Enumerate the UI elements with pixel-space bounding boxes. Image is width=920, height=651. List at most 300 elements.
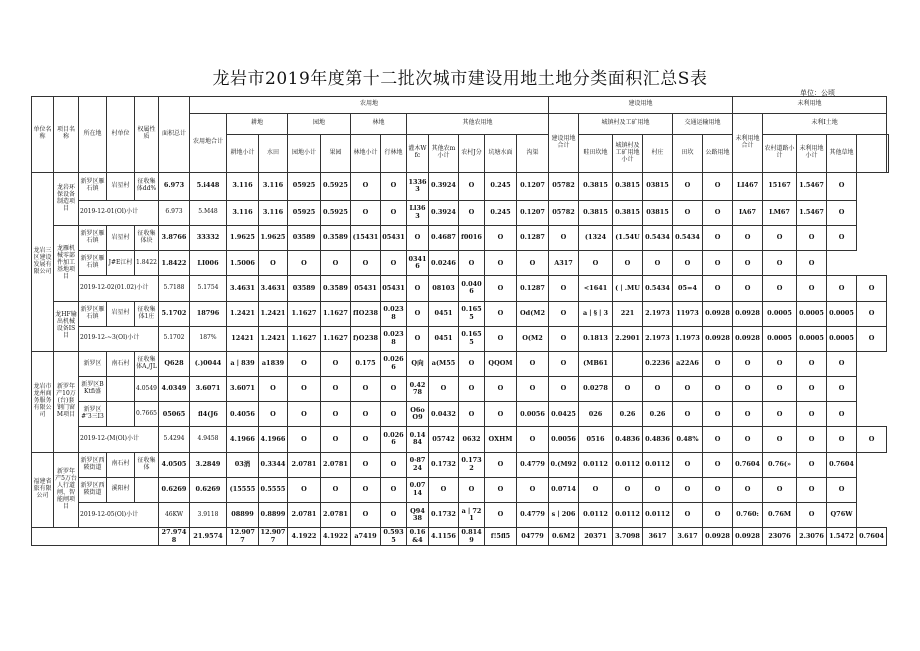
- table-cell: J#E江村: [107, 251, 135, 276]
- table-cell: O: [351, 200, 381, 225]
- table-cell: 3617: [643, 528, 673, 546]
- table-cell: 0.5925: [321, 172, 351, 200]
- table-cell: O: [673, 452, 703, 477]
- table-cell: 03589: [288, 276, 321, 301]
- table-row: [32, 477, 889, 502]
- table-cell: (.)0044: [190, 351, 227, 376]
- table-cell: 0.0056: [549, 427, 579, 452]
- table-cell: 21.9574: [190, 528, 227, 546]
- hdr-forest-sub: 林地小计: [351, 134, 381, 172]
- table-cell: 1.2421: [259, 301, 288, 326]
- table-cell: 05782: [549, 200, 579, 225]
- hdr-facility: 沟渠: [517, 134, 549, 172]
- table-cell: 0632: [459, 427, 485, 452]
- table-cell: O: [485, 402, 517, 427]
- table-cell: O: [485, 226, 517, 251]
- table-cell: O: [407, 226, 429, 251]
- table-cell: 5.1702: [159, 301, 190, 326]
- table-cell: 0.5925: [321, 200, 351, 225]
- hdr-project-name: 项目名称: [54, 97, 79, 173]
- table-cell: O: [351, 251, 381, 276]
- hdr-orchard: 果园: [321, 134, 351, 172]
- table-cell: 0.1484: [407, 427, 429, 452]
- table-cell: O: [703, 377, 733, 402]
- unit-name-cell: 福建省旅有限公司: [32, 452, 54, 528]
- table-cell: 5.1702: [159, 326, 190, 351]
- table-cell: 03消: [227, 452, 259, 477]
- table-cell: 0.0928: [733, 528, 763, 546]
- table-cell: 18796: [190, 301, 227, 326]
- table-cell: O: [321, 251, 351, 276]
- table-cell: O: [703, 251, 733, 276]
- table-row: [32, 427, 889, 452]
- table-cell: (15555: [227, 477, 259, 502]
- table-row: [32, 377, 889, 402]
- table-cell: O: [857, 427, 887, 452]
- table-cell: 0·8724: [407, 452, 429, 477]
- table-cell: 2.0781: [321, 452, 351, 477]
- table-cell: O: [827, 402, 857, 427]
- table-cell: O: [459, 251, 485, 276]
- table-cell: O: [288, 427, 321, 452]
- table-cell: 13363: [407, 172, 429, 200]
- table-row: [32, 452, 889, 477]
- table-cell: (MB61: [579, 351, 613, 376]
- table-cell: 0.5434: [643, 276, 673, 301]
- hdr-garden-sub: 园地小计: [288, 134, 321, 172]
- table-cell: O: [549, 351, 579, 376]
- table-cell: a1839: [259, 351, 288, 376]
- table-cell: 0.1732: [429, 452, 459, 477]
- table-cell: O: [485, 502, 517, 527]
- table-cell: O: [703, 226, 733, 251]
- table-cell: O: [827, 351, 857, 376]
- table-cell: 0.245: [485, 172, 517, 200]
- table-cell: O: [703, 452, 733, 477]
- table-cell: 1.5472: [827, 528, 857, 546]
- table-cell: O: [673, 502, 703, 527]
- table-cell: O: [763, 226, 797, 251]
- table-cell: 2.1973: [643, 301, 673, 326]
- hdr-other-land: 其他草地: [827, 134, 857, 172]
- hdr-forest: 林地: [351, 113, 407, 134]
- project-name-cell: 龙雁机械零部件加工基地项目: [54, 226, 79, 302]
- hdr-urban-rural: 城镇村及工矿用地: [579, 113, 673, 134]
- hdr-agri: 农用地: [190, 97, 549, 114]
- table-cell: 0.3344: [259, 452, 288, 477]
- unit-label: 单位：公顷: [800, 89, 835, 97]
- table-cell: 05065: [159, 402, 190, 427]
- table-cell: 0.0928: [703, 301, 733, 326]
- table-cell: 4.0505: [159, 452, 190, 477]
- table-cell: O: [459, 377, 485, 402]
- table-cell: 0516: [579, 427, 613, 452]
- table-cell: Ll363: [407, 200, 429, 225]
- table-cell: 2019-12-01(Ol)小计: [79, 200, 159, 225]
- table-cell: O: [381, 502, 407, 527]
- table-cell: 20371: [579, 528, 613, 546]
- hdr-agri-total: 农用地合计: [190, 113, 227, 172]
- table-cell: O: [643, 377, 673, 402]
- table-cell: O: [703, 427, 733, 452]
- table-cell: 6.973: [159, 200, 190, 225]
- table-cell: 0.3589: [321, 276, 351, 301]
- table-cell: 4.9458: [190, 427, 227, 452]
- table-cell: <1641: [579, 276, 613, 301]
- table-cell: a丨§丨3: [579, 301, 613, 326]
- table-cell: (1.54U: [613, 226, 643, 251]
- table-cell: LI006: [190, 251, 227, 276]
- table-cell: O: [797, 427, 827, 452]
- table-cell: O: [459, 477, 485, 502]
- table-cell: 05=4: [673, 276, 703, 301]
- table-cell: 0.4836: [643, 427, 673, 452]
- table-cell: 0.0112: [643, 452, 673, 477]
- table-cell: 0.0714: [549, 477, 579, 502]
- table-cell: 3.116: [259, 172, 288, 200]
- table-cell: 0.0432: [429, 402, 459, 427]
- table-cell: 岩星村: [107, 226, 135, 251]
- table-row: [32, 502, 889, 527]
- table-cell: O: [763, 351, 797, 376]
- table-cell: 5.1754: [190, 276, 227, 301]
- hdr-shrub: 灌木Wfc: [407, 134, 429, 172]
- table-cell: Q76W: [827, 502, 857, 527]
- table-cell: 0.1813: [579, 326, 613, 351]
- table-cell: O: [797, 251, 827, 276]
- table-cell: 0.0928: [733, 326, 763, 351]
- table-cell: O: [485, 452, 517, 477]
- table-cell: 0.0112: [643, 502, 673, 527]
- table-cell: 1.2421: [259, 326, 288, 351]
- table-cell: 4.1966: [227, 427, 259, 452]
- table-cell: O: [459, 172, 485, 200]
- table-cell: 05431: [381, 226, 407, 251]
- table-cell: O: [579, 477, 613, 502]
- table-row: [32, 326, 889, 351]
- table-cell: 0.1207: [517, 172, 549, 200]
- table-cell: O: [827, 172, 857, 200]
- hdr-unused: 未利用地: [733, 97, 887, 114]
- table-cell: O: [763, 377, 797, 402]
- table-cell: 0.0005: [827, 326, 857, 351]
- table-cell: O: [857, 276, 887, 301]
- table-row: [32, 351, 889, 376]
- table-cell: 0.1287: [517, 226, 549, 251]
- hdr-garden: 园地: [288, 113, 351, 134]
- table-cell: O: [381, 200, 407, 225]
- table-cell: O: [407, 276, 429, 301]
- table-cell: [135, 477, 159, 502]
- table-cell: O: [797, 226, 827, 251]
- table-cell: 0.7604: [857, 528, 887, 546]
- hdr-fishpond: 坑塘水面: [485, 134, 517, 172]
- table-cell: 026: [579, 402, 613, 427]
- table-cell: 岩星村: [107, 301, 135, 326]
- table-cell: O: [733, 251, 763, 276]
- table-cell: (1324: [579, 226, 613, 251]
- table-cell: 0.3815: [613, 172, 643, 200]
- table-cell: O: [673, 477, 703, 502]
- table-cell: 27.9748: [159, 528, 190, 546]
- project-name-cell: 龙HF输出机械设备IS目: [54, 301, 79, 351]
- table-cell: 0.0928: [703, 326, 733, 351]
- table-cell: 5.M48: [190, 200, 227, 225]
- hdr-cultivated: 耕地: [227, 113, 288, 134]
- table-cell: O: [259, 377, 288, 402]
- table-cell: O: [673, 402, 703, 427]
- table-cell: 2.0781: [288, 502, 321, 527]
- table-cell: 0.0056: [517, 402, 549, 427]
- table-cell: 南石村: [107, 452, 135, 477]
- table-cell: O: [321, 402, 351, 427]
- hdr-timber: 行林地: [381, 134, 407, 172]
- table-cell: O: [517, 251, 549, 276]
- table-cell: 1.1627: [288, 326, 321, 351]
- table-cell: 0451: [429, 301, 459, 326]
- table-cell: O: [351, 402, 381, 427]
- table-cell: 0.16&4: [407, 528, 429, 546]
- table-cell: O: [703, 172, 733, 200]
- table-cell: a丨721: [459, 502, 485, 527]
- table-cell: O: [797, 502, 827, 527]
- table-cell: O: [485, 276, 517, 301]
- table-cell: O: [763, 427, 797, 452]
- table-cell: 03815: [643, 172, 673, 200]
- table-cell: 0.4779: [517, 502, 549, 527]
- table-cell: O: [827, 226, 857, 251]
- table-cell: 0.76(»: [763, 452, 797, 477]
- table-cell: 03416: [407, 251, 429, 276]
- table-cell: 0.0266: [381, 427, 407, 452]
- table-row: [32, 200, 889, 225]
- table-cell: O: [549, 377, 579, 402]
- table-cell: O: [517, 477, 549, 502]
- table-cell: 221: [613, 301, 643, 326]
- table-cell: 0.8899: [259, 502, 288, 527]
- table-cell: 新罗区西陂街道: [79, 452, 107, 477]
- table-cell: O: [549, 326, 579, 351]
- table-cell: [613, 351, 643, 376]
- table-cell: 15167: [763, 172, 797, 200]
- table-cell: 0.0112: [579, 502, 613, 527]
- hdr-other-sub: 其他农m小计: [429, 134, 459, 172]
- table-cell: O: [407, 301, 429, 326]
- table-cell: O: [459, 200, 485, 225]
- table-cell: 征收集体A,/JL: [135, 351, 159, 376]
- table-cell: 12.9077: [259, 528, 288, 546]
- table-cell: 3.7098: [613, 528, 643, 546]
- table-cell: O: [643, 251, 673, 276]
- table-cell: 0.0112: [613, 502, 643, 527]
- table-cell: 1.8422: [135, 251, 159, 276]
- table-cell: 0.7604: [827, 452, 857, 477]
- hdr-paddy: 水田: [259, 134, 288, 172]
- hdr-unused-a: [857, 134, 887, 172]
- table-cell: O: [429, 477, 459, 502]
- table-cell: LM67: [763, 200, 797, 225]
- table-cell: 0.3815: [613, 200, 643, 225]
- table-cell: 0.1732: [459, 452, 485, 477]
- table-cell: 3.116: [259, 200, 288, 225]
- table-cell: O: [485, 301, 517, 326]
- table-cell: O: [288, 477, 321, 502]
- table-cell: 2.0781: [321, 502, 351, 527]
- table-cell: O: [827, 427, 857, 452]
- hdr-approval: 权属性质: [135, 97, 159, 173]
- table-cell: O: [797, 377, 827, 402]
- table-cell: O: [259, 251, 288, 276]
- table-cell: 2019-12-(M(Ol)小计: [79, 427, 159, 452]
- table-cell: 2.2901: [613, 326, 643, 351]
- table-cell: O: [703, 402, 733, 427]
- table-cell: 0.760:: [733, 502, 763, 527]
- table-cell: 12.9077: [227, 528, 259, 546]
- table-cell: 征收集体块: [135, 226, 159, 251]
- table-cell: O: [703, 276, 733, 301]
- table-cell: O: [673, 251, 703, 276]
- table-cell: 0.1655: [459, 326, 485, 351]
- unit-name-cell: 龙岩市龙州商务服务有限公司: [32, 351, 54, 452]
- table-cell: 0.0928: [733, 301, 763, 326]
- table-cell: O: [827, 377, 857, 402]
- table-cell: 46KW: [159, 502, 190, 527]
- hdr-highway: 公路用地: [703, 134, 733, 172]
- table-cell: a22A6: [673, 351, 703, 376]
- table-cell: 3.617: [673, 528, 703, 546]
- table-row: [32, 528, 889, 546]
- table-cell: 05782: [549, 172, 579, 200]
- table-row: [32, 276, 889, 301]
- table-cell: 0.5555: [259, 477, 288, 502]
- table-cell: O: [797, 351, 827, 376]
- table-cell: 0.0406: [459, 276, 485, 301]
- table-cell: 0.0005: [797, 301, 827, 326]
- table-cell: 0.0278: [579, 377, 613, 402]
- table-cell: O6oO9: [407, 402, 429, 427]
- table-cell: O: [288, 351, 321, 376]
- table-cell: a丨839: [227, 351, 259, 376]
- table-cell: 0.6M2: [549, 528, 579, 546]
- table-cell: 新罗区: [79, 351, 107, 376]
- table-cell: O: [259, 402, 288, 427]
- table-cell: 0.2236: [643, 351, 673, 376]
- table-cell: 4.1156: [429, 528, 459, 546]
- table-cell: 0.(M92: [549, 452, 579, 477]
- table-cell: 23076: [763, 528, 797, 546]
- table-cell: Q628: [159, 351, 190, 376]
- table-cell: O: [485, 326, 517, 351]
- table-cell: LI467: [733, 172, 763, 200]
- table-cell: 0.6269: [159, 477, 190, 502]
- table-cell: 0.1655: [459, 301, 485, 326]
- table-cell: 3.4631: [227, 276, 259, 301]
- table-cell: a(M55: [429, 351, 459, 376]
- table-cell: 4.1966: [259, 427, 288, 452]
- table-cell: 0.0238: [381, 326, 407, 351]
- table-cell: O: [673, 172, 703, 200]
- table-cell: 0.4687: [429, 226, 459, 251]
- project-name-cell: 龙岩环保设备制造项目: [54, 172, 79, 225]
- table-cell: O: [549, 276, 579, 301]
- table-cell: O: [429, 377, 459, 402]
- table-cell: O: [288, 251, 321, 276]
- table-cell: O: [703, 477, 733, 502]
- unit-name-cell: 龙岩三区建设发展有限公司: [32, 172, 54, 351]
- table-cell: O: [381, 172, 407, 200]
- table-cell: 0.0112: [613, 452, 643, 477]
- hdr-total-area: 面积总计: [159, 97, 190, 173]
- hdr-build-total: 建设用地合计: [549, 113, 579, 172]
- table-cell: O: [321, 477, 351, 502]
- table-cell: 3.6071: [190, 377, 227, 402]
- hdr-build: 建设用地: [549, 97, 733, 114]
- table-cell: 0.3815: [579, 172, 613, 200]
- table-cell: O: [763, 477, 797, 502]
- land-area-table: [31, 96, 889, 546]
- table-cell: O: [351, 452, 381, 477]
- table-cell: O: [797, 276, 827, 301]
- table-cell: O: [763, 276, 797, 301]
- table-cell: IA67: [733, 200, 763, 225]
- table-cell: O: [857, 326, 887, 351]
- table-cell: 12421: [227, 326, 259, 351]
- table-cell: 1.5467: [797, 200, 827, 225]
- table-cell: A317: [549, 251, 579, 276]
- hdr-ur-sub: 城镇村及工矿用地小计: [613, 134, 643, 172]
- table-cell: 新罗区BKtfi盛: [79, 377, 107, 402]
- hdr-rural-road: 农村J分: [459, 134, 485, 172]
- table-cell: 0.7604: [733, 452, 763, 477]
- table-cell: O: [517, 377, 549, 402]
- table-cell: 溪阳村: [107, 477, 135, 502]
- table-cell: 33332: [190, 226, 227, 251]
- table-cell: O: [381, 251, 407, 276]
- table-cell: 征收集体dd%: [135, 172, 159, 200]
- table-cell: 0.0005: [797, 326, 827, 351]
- table-cell: 0451: [429, 326, 459, 351]
- table-cell: O: [797, 452, 827, 477]
- table-cell: O: [643, 477, 673, 502]
- hdr-ridge: 畦田坎地: [579, 134, 613, 172]
- hdr-other-agri: 其他农用地: [407, 113, 549, 134]
- table-cell: O: [459, 402, 485, 427]
- table-cell: 0.0425: [549, 402, 579, 427]
- table-cell: Q向: [407, 351, 429, 376]
- table-cell: O: [763, 402, 797, 427]
- table-cell: 0.3589: [321, 226, 351, 251]
- hdr-unused-b: [887, 134, 889, 172]
- table-cell: 0.1732: [429, 502, 459, 527]
- table-cell: 4.0549: [135, 377, 159, 402]
- table-cell: O: [733, 351, 763, 376]
- table-cell: 08103: [429, 276, 459, 301]
- hdr-cult-sub: 耕地小计: [227, 134, 259, 172]
- table-cell: 0.245: [485, 200, 517, 225]
- table-cell: 1.1627: [321, 326, 351, 351]
- table-cell: O: [613, 377, 643, 402]
- table-cell: 03589: [288, 226, 321, 251]
- table-cell: O: [351, 502, 381, 527]
- table-cell: 11973: [673, 301, 703, 326]
- hdr-location: 所在地: [79, 97, 107, 173]
- table-cell: O: [673, 200, 703, 225]
- hdr-transport: 交通运输用地: [673, 113, 733, 134]
- table-cell: 0.4056: [227, 402, 259, 427]
- table-cell: 0.48%: [673, 427, 703, 452]
- table-cell: O: [763, 251, 797, 276]
- table-cell: 岩星村: [107, 172, 135, 200]
